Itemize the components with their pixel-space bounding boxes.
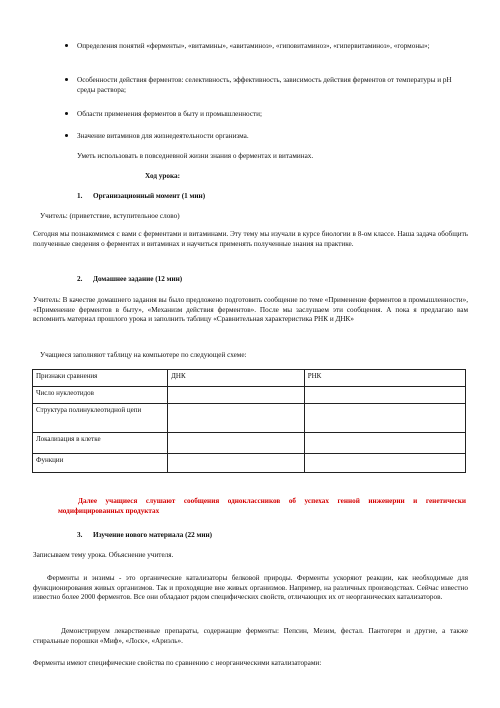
- table-cell: [168, 454, 305, 473]
- table-cell: Локализация в клетке: [33, 433, 168, 454]
- bullet-item: Области применения ферментов в быту и промышленности;: [77, 110, 263, 118]
- bullet-item: Определения понятий «ферменты», «витамины», «авитаминоз», «гиповитаминоз», «гипервитаминоз», «гормоны»;: [77, 42, 430, 50]
- intro-paragraph: Сегодня мы познакомимся с вами с ферментами и витаминами. Эту тему мы изучали в курсе биологии в 8-ом классе. Наша задача обобщить полученные сведения о ферментах и витаминах и научиться применять полученные знания на практике.: [33, 230, 468, 248]
- table-cell: [304, 454, 465, 473]
- step1-title: Организационный момент (1 мин): [93, 192, 206, 200]
- bullet-item: Значение витаминов для жизнедеятельности организма.: [77, 132, 249, 140]
- table-header-cell: Признаки сравнения: [33, 370, 168, 387]
- step3-title: Изучение нового материала (22 мин): [93, 531, 213, 539]
- comparison-table: [32, 369, 466, 473]
- table-row: [33, 404, 466, 433]
- table-cell: Структура полинуклеотидной цепи: [33, 404, 168, 433]
- step3-number: 3.: [77, 531, 83, 539]
- table-header-cell: ДНК: [168, 370, 305, 387]
- teacher-greeting: Учитель: (приветствие, вступительное слово): [40, 212, 180, 220]
- table-cell: Число нуклеотидов: [33, 387, 168, 404]
- table-cell: [304, 433, 465, 454]
- step2-title: Домашнее задание (12 мин): [93, 275, 183, 283]
- table-header-cell: РНК: [304, 370, 465, 387]
- bullet-icon: [64, 42, 71, 49]
- lesson-heading: Ход урока:: [145, 172, 180, 180]
- table-cell: [304, 404, 465, 433]
- enzymes-paragraph: Ферменты и энзимы - это органические катализаторы белковой природы. Ферменты ускоряют реакции, как необходимые для функционирования живых организмов. Так и проходящие вне живых организмов. Например, на различных производствах. Сейчас известно известно более 2000 ферментов. Все они обладают рядом специфических свойств, отличающих их от неорганических катализаторов.: [33, 574, 468, 602]
- table-cell: [168, 404, 305, 433]
- step2-number: 2.: [77, 275, 83, 283]
- bullet-icon: [64, 132, 71, 139]
- demo-paragraph: Демонстрируем лекарственные препараты, содержащие ферменты: Пепсин, Мезим, фестал. Пантогерм и другие, а также стиральные порошки «Миф», «Лоск», «Ариэль».: [33, 627, 468, 645]
- table-row: [33, 433, 466, 454]
- table-header-row: [33, 370, 466, 387]
- homework-paragraph: Учитель: В качестве домашнего задания вы было предложено подготовить сообщение по теме «Применение ферментов в промышленности», «Применение ферментов в быту», «Механизм действия ферментов». После мы заслушаем эти сообщения. А пока я предлагаю вам вспомнить материал прошлого урока и заполнить таблицу «Сравнительная характеристика РНК и ДНК»: [33, 296, 468, 324]
- table-row: [33, 387, 466, 404]
- write-topic: Записываем тему урока. Объяснение учителя.: [33, 551, 174, 559]
- table-cell: Функции: [33, 454, 168, 473]
- bullet-icon: [64, 110, 71, 117]
- bullet-item: Особенности действия ферментов: селективность, эффективность, зависимость действия ферментов от температуры и рН среды раствора;: [77, 76, 452, 94]
- table-cell: [168, 433, 305, 454]
- red-note: Далее учащиеся слушают сообщения одноклассников об успехах генной инженерии и генетически модифицированных продуктах: [58, 497, 466, 515]
- table-row: [33, 454, 466, 473]
- table-intro: Учащиеся заполняют таблицу на компьютере по следующей схеме:: [40, 351, 247, 359]
- bullet-icon: [64, 76, 71, 83]
- table-cell: [168, 387, 305, 404]
- last-line: Ферменты имеют специфические свойства по сравнению с неорганическими катализаторами:: [33, 659, 322, 667]
- table-cell: [304, 387, 465, 404]
- skills-line: Уметь использовать в повседневной жизни знания о ферментах и витаминах.: [77, 152, 314, 160]
- step1-number: 1.: [77, 192, 83, 200]
